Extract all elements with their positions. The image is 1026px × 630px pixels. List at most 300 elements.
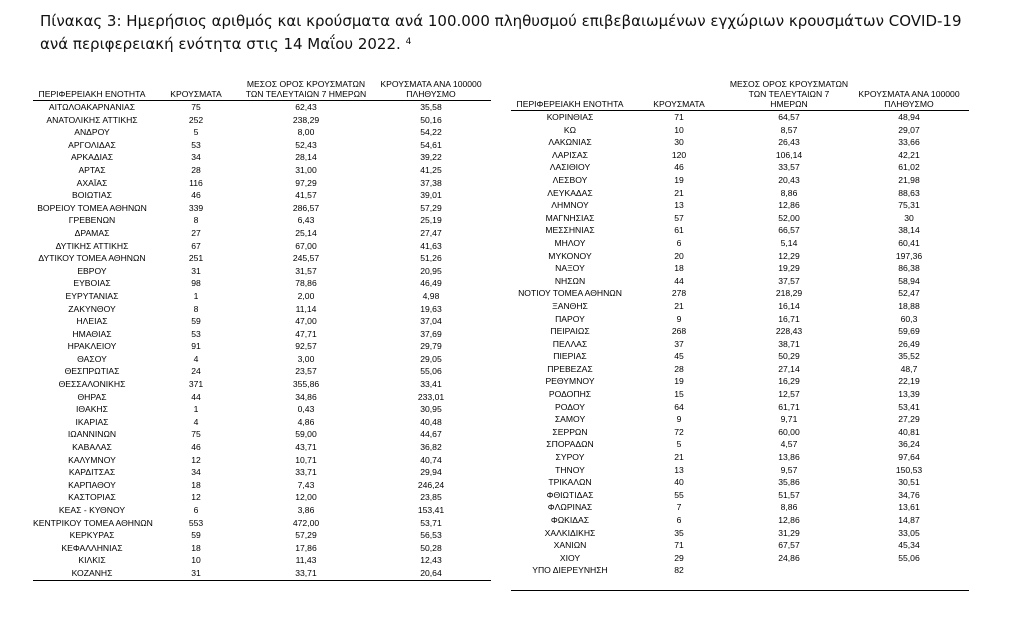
table-row (33, 328, 491, 341)
cell-region: ΚΟΡΙΝΘΙΑΣ (546, 112, 594, 122)
cell-avg7: 67,00 (295, 240, 317, 251)
cell-avg7: 12,86 (778, 515, 800, 525)
table-row (33, 177, 491, 190)
cell-cases: 37 (674, 338, 684, 349)
cell-per100k: 14,87 (898, 515, 920, 525)
table-row (511, 539, 969, 552)
cell-cases: 67 (191, 240, 201, 251)
cell-region: ΙΘΑΚΗΣ (76, 404, 108, 415)
cell-per100k: 50,28 (420, 542, 442, 553)
table-row (33, 303, 491, 316)
cell-region: ΡΟΔΟΥ (555, 401, 585, 412)
cell-avg7: 33,71 (241, 567, 371, 580)
cell-avg7 (729, 564, 849, 577)
cell-per100k: 54,61 (420, 139, 442, 150)
cell-avg7: 41,57 (295, 190, 317, 201)
table-caption (40, 10, 990, 56)
table-body-right (511, 111, 969, 591)
cell-cases: 28 (674, 363, 684, 374)
cell-avg7: 3,86 (297, 505, 315, 515)
cell-per100k: 57,29 (420, 202, 442, 213)
cell-cases: 5 (193, 127, 199, 138)
caption-footnote-mark: 4 (405, 37, 412, 47)
cell-cases: 29 (674, 552, 684, 563)
table-row (511, 161, 969, 174)
table-row (33, 567, 491, 580)
cell-cases: 24 (191, 366, 201, 377)
cell-region: ΚΑΡΔΙΤΣΑΣ (68, 467, 116, 478)
cell-region: ΧΙΟΥ (559, 552, 581, 563)
table-row (33, 126, 491, 139)
cell-region: ΣΕΡΡΩΝ (552, 426, 588, 437)
cell-avg7: 472,00 (292, 517, 320, 528)
cell-per100k: 21,98 (898, 174, 920, 185)
table-row (511, 224, 969, 237)
cell-region: ΜΗΛΟΥ (554, 237, 586, 248)
cell-per100k: 22,19 (898, 376, 920, 387)
cell-cases: 30 (674, 137, 684, 148)
table-header-row (33, 79, 491, 101)
cell-cases: 44 (191, 391, 201, 402)
table-row (511, 401, 969, 414)
cell-avg7: 4,57 (780, 439, 798, 450)
cell-cases: 46 (191, 190, 201, 201)
cell-per100k (849, 564, 969, 577)
cell-cases: 339 (188, 202, 204, 213)
table-row (33, 542, 491, 555)
cell-cases: 4 (193, 353, 199, 364)
cell-region: ΑΧΑΪΑΣ (76, 177, 108, 188)
cell-per100k: 197,36 (895, 250, 923, 261)
cell-cases: 15 (674, 389, 684, 400)
cell-cases: 268 (671, 326, 687, 337)
cell-cases (629, 577, 729, 590)
cell-cases: 6 (676, 515, 682, 525)
cell-region: ΚΑΒΑΛΑΣ (72, 442, 112, 453)
cell-avg7: 12,29 (778, 250, 800, 261)
cell-per100k: 48,7 (900, 363, 918, 374)
cell-cases: 72 (674, 426, 684, 437)
cell-per100k: 53,71 (420, 517, 442, 528)
table-row (33, 441, 491, 454)
cell-region: ΣΥΡΟΥ (555, 452, 585, 463)
cell-per100k (849, 577, 969, 590)
cell-region: ΧΑΝΙΩΝ (553, 540, 587, 551)
cell-cases: 31 (191, 265, 201, 276)
regional-cases-table-right (511, 79, 969, 591)
table-row (511, 501, 969, 514)
cell-cases: 18 (191, 479, 201, 490)
cell-per100k: 27,29 (898, 414, 920, 425)
table-row (33, 202, 491, 215)
cell-per100k: 12,43 (420, 555, 442, 566)
cell-region: ΣΑΜΟΥ (554, 414, 586, 425)
cell-avg7: 238,29 (292, 114, 320, 125)
table-row (511, 451, 969, 464)
cell-region: ΛΗΜΝΟΥ (551, 200, 589, 211)
cell-avg7: 12,86 (778, 200, 800, 211)
table-row (33, 391, 491, 404)
cell-region: ΗΛΕΙΑΣ (76, 316, 108, 327)
table-row (511, 426, 969, 439)
table-row (511, 476, 969, 489)
cell-cases: 21 (674, 187, 684, 198)
table-row (33, 479, 491, 492)
cell-avg7: 286,57 (292, 202, 320, 213)
cell-per100k: 55,06 (898, 552, 920, 563)
cell-cases: 21 (674, 300, 684, 311)
cell-cases: 46 (191, 442, 201, 453)
cell-avg7: 106,14 (775, 149, 803, 160)
cell-region: ΚΕΦΑΛΛΗΝΙΑΣ (61, 542, 123, 553)
cell-avg7: 34,86 (295, 391, 317, 402)
cell-cases: 31 (151, 567, 241, 580)
cell-region: ΘΕΣΣΑΛΟΝΙΚΗΣ (58, 379, 126, 390)
header-per100k: ΚΡΟΥΣΜΑΤΑ ΑΝΑ 100000 ΠΛΗΘΥΣΜΟ (371, 79, 491, 101)
cell-avg7: 9,71 (780, 414, 798, 425)
cell-cases: 116 (189, 177, 203, 188)
cell-per100k: 29,07 (898, 124, 920, 135)
cell-avg7: 20,43 (778, 174, 800, 185)
cell-region: ΛΕΣΒΟΥ (552, 174, 588, 185)
cell-per100k: 29,79 (420, 341, 442, 352)
cell-region: ΚΕΝΤΡΙΚΟΥ ΤΟΜΕΑ ΑΘΗΝΩΝ (33, 517, 153, 528)
cell-avg7: 78,86 (295, 278, 317, 289)
cell-region: ΚΟΖΑΝΗΣ (33, 567, 151, 580)
caption-text: Πίνακας 3: Ημερήσιος αριθμός και κρούσματα ανά 100.000 πληθυσμού επιβεβαιωμένων εγχώριων κρουσμάτων COVID-19 ανά περιφερειακή ενότητα στις 14 Μαΐου 2022. (40, 12, 962, 53)
cell-cases: 12 (191, 454, 201, 465)
table-row (511, 136, 969, 149)
cell-per100k: 40,48 (420, 416, 442, 427)
cell-cases: 64 (674, 401, 684, 412)
cell-avg7: 3,00 (297, 353, 315, 364)
cell-region: ΚΕΑΣ - ΚΥΘΝΟΥ (58, 505, 126, 515)
cell-per100k: 39,01 (420, 190, 442, 201)
cell-per100k: 55,06 (420, 366, 442, 377)
cell-cases: 7 (676, 502, 682, 513)
cell-avg7: 355,86 (292, 379, 320, 390)
cell-avg7: 57,29 (295, 530, 317, 541)
cell-avg7: 16,14 (778, 300, 800, 311)
table-row (33, 265, 491, 278)
cell-cases: 120 (671, 149, 687, 160)
cell-avg7: 28,14 (295, 152, 317, 163)
cell-per100k: 30,51 (898, 477, 920, 488)
table-row (511, 464, 969, 477)
cell-cases: 34 (191, 467, 201, 478)
cell-region: ΦΛΩΡΙΝΑΣ (547, 502, 593, 513)
cell-region: ΣΠΟΡΑΔΩΝ (546, 439, 594, 450)
cell-region: ΤΡΙΚΑΛΩΝ (548, 477, 592, 488)
table-row (33, 529, 491, 542)
table-row (511, 325, 969, 338)
table-row (33, 403, 491, 416)
cell-cases: 8 (193, 215, 199, 226)
table-header-row (511, 79, 969, 111)
cell-per100k: 26,49 (898, 338, 920, 349)
cell-avg7: 62,43 (295, 102, 317, 112)
cell-cases: 71 (674, 112, 684, 122)
table-row (33, 151, 491, 164)
cell-avg7: 13,86 (778, 452, 800, 463)
table-row (511, 300, 969, 313)
cell-cases: 18 (191, 542, 201, 553)
cell-cases: 35 (674, 527, 684, 538)
cell-cases: 371 (188, 379, 204, 390)
cell-per100k: 59,69 (898, 326, 920, 337)
cell-avg7: 50,29 (778, 351, 800, 362)
table-row (511, 199, 969, 212)
cell-avg7: 47,00 (295, 316, 317, 327)
cell-avg7: 11,43 (295, 555, 317, 566)
cell-cases: 19 (674, 376, 684, 387)
cell-region: ΤΗΝΟΥ (555, 464, 585, 475)
cell-cases: 40 (674, 477, 684, 488)
cell-per100k: 30 (904, 212, 914, 223)
cell-avg7: 31,00 (295, 164, 317, 175)
cell-cases: 9 (676, 313, 682, 324)
cell-avg7: 51,57 (778, 489, 800, 500)
cell-avg7: 52,00 (778, 212, 800, 223)
cell-per100k: 150,53 (895, 464, 923, 475)
cell-cases: 251 (188, 253, 204, 264)
table-row (511, 212, 969, 225)
cell-per100k: 50,16 (420, 114, 442, 125)
cell-avg7: 35,86 (778, 477, 800, 488)
cell-cases: 34 (191, 152, 201, 163)
cell-cases: 6 (676, 237, 682, 248)
table-row (33, 227, 491, 240)
cell-region: ΜΑΓΝΗΣΙΑΣ (545, 212, 595, 223)
cell-avg7: 61,71 (778, 401, 800, 412)
cell-per100k: 38,14 (898, 225, 920, 236)
cell-cases: 1 (193, 404, 199, 415)
cell-per100k: 29,94 (420, 467, 442, 478)
cell-avg7: 2,00 (297, 290, 315, 301)
cell-cases: 71 (674, 540, 684, 551)
table-row (511, 124, 969, 137)
cell-avg7: 43,71 (295, 442, 317, 453)
cell-avg7: 33,57 (778, 162, 800, 173)
cell-per100k: 33,41 (420, 379, 442, 390)
table-row (511, 187, 969, 200)
cell-per100k: 27,47 (420, 227, 442, 238)
header-cases: ΚΡΟΥΣΜΑΤΑ (151, 79, 241, 101)
cell-avg7: 228,43 (775, 326, 803, 337)
table-row (511, 338, 969, 351)
cell-region: ΘΗΡΑΣ (77, 391, 107, 402)
cell-region: ΠΕΛΛΑΣ (552, 338, 588, 349)
cell-avg7: 23,57 (295, 366, 317, 377)
cell-avg7: 8,86 (780, 502, 798, 513)
table-row (33, 101, 491, 114)
cell-per100k: 36,24 (898, 439, 920, 450)
header-region: ΠΕΡΙΦΕΡΕΙΑΚΗ ΕΝΟΤΗΤΑ (33, 79, 151, 101)
cell-cases: 19 (674, 174, 684, 185)
cell-cases: 61 (674, 225, 684, 236)
cell-region: ΕΒΡΟΥ (77, 265, 107, 276)
cell-avg7: 27,14 (778, 363, 800, 374)
cell-region: ΚΑΣΤΟΡΙΑΣ (68, 492, 116, 503)
table-row (33, 454, 491, 467)
cell-per100k: 25,19 (420, 215, 442, 226)
table-row (511, 250, 969, 263)
table-row (511, 552, 969, 565)
table-row (33, 466, 491, 479)
cell-per100k: 233,01 (417, 391, 445, 402)
cell-avg7: 17,86 (295, 542, 317, 553)
cell-per100k: 37,04 (420, 316, 442, 327)
cell-cases: 8 (193, 303, 199, 314)
cell-cases: 21 (674, 452, 684, 463)
table-row (33, 277, 491, 290)
table-row (511, 489, 969, 502)
cell-cases: 75 (191, 102, 201, 112)
cell-avg7: 12,00 (295, 492, 317, 503)
cell-region: ΚΙΛΚΙΣ (78, 555, 106, 566)
cell-region: ΔΡΑΜΑΣ (74, 227, 110, 238)
cell-per100k: 51,26 (420, 253, 442, 264)
header-per100k: ΚΡΟΥΣΜΑΤΑ ΑΝΑ 100000 ΠΛΗΘΥΣΜΟ (849, 79, 969, 111)
header-region: ΠΕΡΙΦΕΡΕΙΑΚΗ ΕΝΟΤΗΤΑ (511, 79, 629, 111)
cell-per100k: 75,31 (898, 200, 920, 211)
cell-per100k: 35,58 (420, 102, 442, 112)
cell-cases: 82 (674, 565, 684, 576)
cell-avg7: 16,71 (778, 313, 800, 324)
cell-per100k: 53,41 (898, 401, 920, 412)
cell-cases: 4 (193, 416, 199, 427)
cell-region: ΧΑΛΚΙΔΙΚΗΣ (544, 527, 596, 538)
cell-avg7: 33,71 (295, 467, 317, 478)
cell-region: ΔΥΤΙΚΟΥ ΤΟΜΕΑ ΑΘΗΝΩΝ (38, 253, 146, 264)
cell-per100k: 33,05 (898, 527, 920, 538)
cell-region: ΡΕΘΥΜΝΟΥ (545, 376, 595, 387)
cell-per100k: 60,3 (900, 313, 918, 324)
cell-avg7: 0,43 (297, 404, 315, 415)
cell-avg7: 8,00 (297, 127, 315, 138)
cell-per100k: 45,34 (898, 540, 920, 551)
cell-region: ΡΟΔΟΠΗΣ (548, 389, 592, 400)
table-row (33, 252, 491, 265)
cell-cases: 252 (188, 114, 204, 125)
cell-region: ΜΕΣΣΗΝΙΑΣ (545, 225, 595, 236)
cell-region: ΞΑΝΘΗΣ (552, 300, 588, 311)
cell-per100k: 56,53 (420, 530, 442, 541)
cell-cases: 1 (193, 290, 199, 301)
cell-region: ΑΡΤΑΣ (78, 164, 106, 175)
cell-cases: 553 (188, 517, 204, 528)
cell-per100k: 36,82 (420, 442, 442, 453)
regional-cases-table-left (33, 79, 491, 581)
cell-region: ΗΡΑΚΛΕΙΟΥ (67, 341, 117, 352)
cell-per100k: 54,22 (420, 127, 442, 138)
cell-avg7: 31,57 (295, 265, 317, 276)
cell-cases: 9 (676, 414, 682, 425)
cell-per100k: 19,63 (420, 303, 442, 314)
cell-region: ΔΥΤΙΚΗΣ ΑΤΤΙΚΗΣ (55, 240, 129, 251)
cell-avg7: 31,29 (778, 527, 800, 538)
cell-per100k: 52,47 (898, 288, 920, 299)
table-row (511, 375, 969, 388)
cell-region: ΠΙΕΡΙΑΣ (553, 351, 587, 362)
cell-avg7: 19,29 (778, 263, 800, 274)
table-row (511, 111, 969, 124)
cell-per100k: 58,94 (898, 275, 920, 286)
table-row (33, 114, 491, 127)
table-row (33, 504, 491, 517)
cell-per100k: 33,66 (898, 137, 920, 148)
cell-avg7: 52,43 (295, 139, 317, 150)
cell-cases: 6 (193, 505, 199, 515)
table-row (33, 214, 491, 227)
cell-per100k: 48,94 (898, 112, 920, 122)
cell-per100k: 39,22 (420, 152, 442, 163)
table-row (33, 189, 491, 202)
table-row (511, 287, 969, 300)
cell-avg7: 7,43 (297, 479, 315, 490)
cell-region: ΝΑΞΟΥ (555, 263, 585, 274)
table-row (33, 365, 491, 378)
cell-per100k: 23,85 (420, 492, 442, 503)
cell-per100k: 40,74 (420, 454, 442, 465)
cell-avg7: 6,43 (297, 215, 315, 226)
cell-per100k: 40,81 (898, 426, 920, 437)
cell-cases: 278 (671, 288, 687, 299)
cell-per100k: 18,88 (898, 300, 920, 311)
table-body-left (33, 101, 491, 581)
cell-avg7: 9,57 (780, 464, 798, 475)
cell-region: ΝΗΣΩΝ (554, 275, 586, 286)
cell-region: ΒΟΡΕΙΟΥ ΤΟΜΕΑ ΑΘΗΝΩΝ (37, 202, 147, 213)
cell-cases: 18 (674, 263, 684, 274)
cell-per100k: 13,61 (898, 502, 920, 513)
table-row (511, 262, 969, 275)
cell-region: ΑΡΓΟΛΙΔΑΣ (68, 139, 116, 150)
cell-avg7: 47,71 (295, 328, 317, 339)
cell-per100k: 60,41 (898, 237, 920, 248)
cell-avg7: 8,57 (780, 124, 798, 135)
cell-region: ΠΕΙΡΑΙΩΣ (550, 326, 590, 337)
cell-avg7: 92,57 (295, 341, 317, 352)
table-row (511, 564, 969, 577)
cell-avg7: 64,57 (778, 112, 800, 122)
cell-cases: 75 (191, 429, 201, 440)
cell-per100k: 41,25 (420, 164, 442, 175)
cell-region: ΚΑΡΠΑΘΟΥ (68, 479, 116, 490)
cell-cases: 28 (191, 164, 201, 175)
cell-avg7: 16,29 (778, 376, 800, 387)
cell-cases: 12 (191, 492, 201, 503)
cell-cases: 45 (674, 351, 684, 362)
cell-per100k: 153,41 (417, 505, 445, 515)
cell-avg7: 25,14 (295, 227, 317, 238)
cell-avg7: 38,71 (778, 338, 800, 349)
table-row (33, 491, 491, 504)
cell-avg7: 60,00 (778, 426, 800, 437)
cell-avg7: 245,57 (292, 253, 320, 264)
cell-region: ΑΝΑΤΟΛΙΚΗΣ ΑΤΤΙΚΗΣ (46, 114, 138, 125)
cell-region: ΚΕΡΚΥΡΑΣ (69, 530, 115, 541)
cell-avg7: 4,86 (297, 416, 315, 427)
header-avg7: ΜΕΣΟΣ ΟΡΟΣ ΚΡΟΥΣΜΑΤΩΝ ΤΩΝ ΤΕΛΕΥΤΑΙΩΝ 7 ΗΜΕΡΩΝ (729, 79, 849, 109)
cell-cases: 46 (674, 162, 684, 173)
cell-avg7: 10,71 (295, 454, 317, 465)
cell-cases: 13 (674, 200, 684, 211)
table-row (511, 413, 969, 426)
cell-per100k: 61,02 (898, 162, 920, 173)
cell-per100k: 35,52 (898, 351, 920, 362)
table-row (33, 240, 491, 253)
